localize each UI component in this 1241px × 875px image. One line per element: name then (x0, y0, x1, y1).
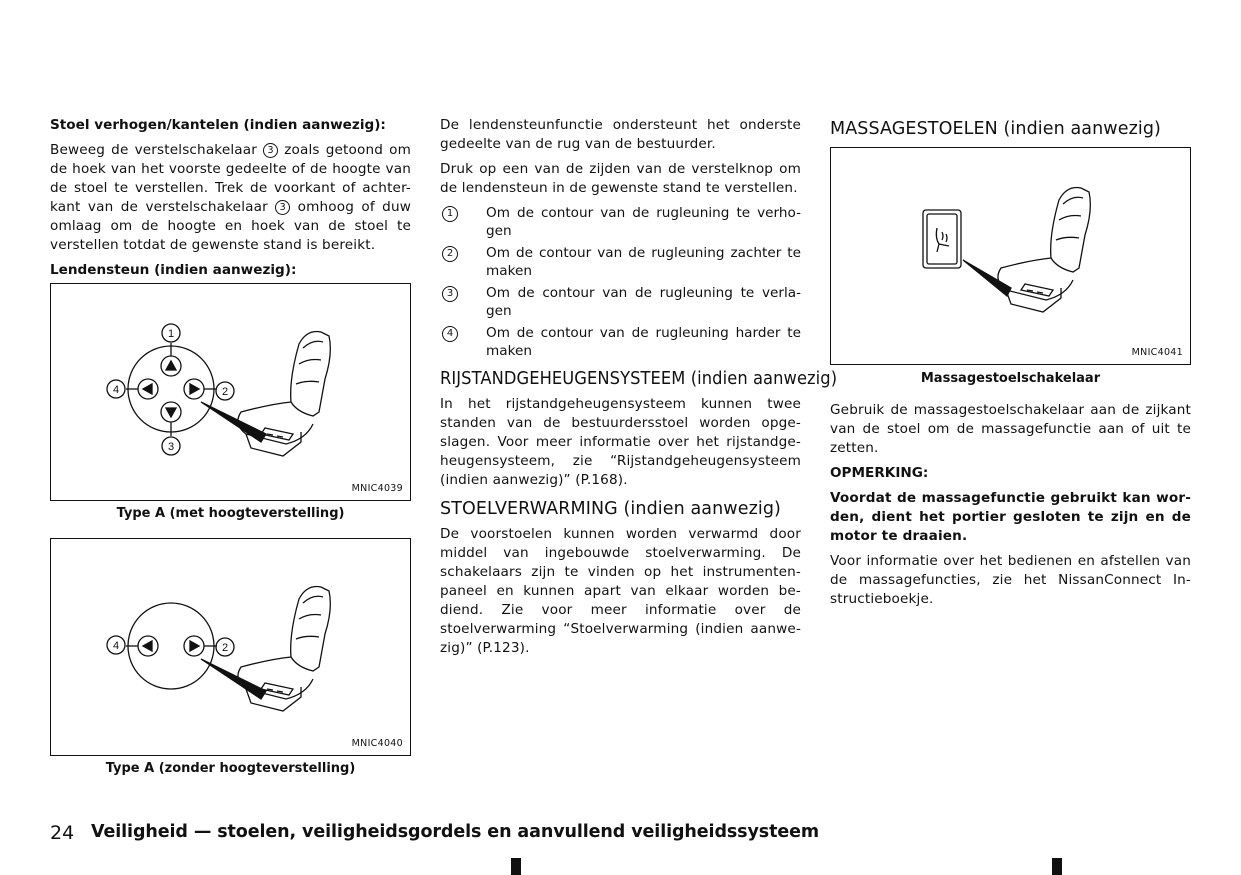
circle-number-3: 3 (263, 143, 278, 158)
label-3: 3 (167, 441, 175, 453)
massage-switch-illustration (831, 148, 1190, 364)
figure-code: MNIC4039 (351, 483, 403, 494)
paragraph-seat-height (50, 141, 411, 255)
text-part: Beweeg de verstelschakelaar (50, 142, 264, 158)
list-item (440, 284, 801, 320)
label-2: 2 (221, 642, 229, 654)
list-item-text: Om de contour van de rugleuning harder te maken (486, 325, 801, 359)
section-title-massage: MASSAGESTOELEN (indien aanwezig) (830, 119, 1161, 139)
crop-mark (511, 858, 521, 875)
list-item-text: Om de contour van de rugleuning te verho-gen (486, 205, 801, 239)
footer-title: Veiligheid — stoelen, veiligheidsgordels en aanvullend veiligheidssysteem (91, 822, 820, 842)
list-item (440, 244, 801, 280)
circle-number: 3 (442, 286, 458, 302)
paragraph-lumbar-function: De lendensteunfunctie ondersteunt het onderste gedeelte van de rug van de bestuurder. (440, 117, 801, 152)
column-right (830, 116, 1191, 145)
lumbar-switch-illustration (51, 284, 410, 500)
page-number: 24 (50, 822, 75, 844)
list-item-text: Om de contour van de rugleuning zachter te maken (486, 245, 801, 279)
lumbar-switch-illustration (51, 539, 410, 755)
figure-lumbar-type-a-height (50, 283, 411, 501)
crop-mark (1052, 858, 1062, 875)
heading-seat-height-tilt: Stoel verhogen/kantelen (indien aanwezig): (50, 117, 386, 133)
circle-number-3: 3 (275, 200, 290, 215)
figure-lumbar-type-a-no-height (50, 538, 411, 756)
text-part: omhoog of duw omlaag om de hoogte en hoek van de stoel te verstellen totdat de gewenste stand is bereikt. (50, 199, 411, 253)
circle-number: 4 (442, 326, 458, 342)
figure-caption-3: Massagestoelschakelaar (920, 371, 1101, 386)
note-label: OPMERKING: (830, 465, 929, 481)
label-4: 4 (112, 640, 120, 652)
list-item-text: Om de contour van de rugleuning te verla-gen (486, 285, 801, 319)
section-title-seat-heating: STOELVERWARMING (indien aanwezig) (440, 499, 781, 519)
circle-number: 2 (442, 246, 458, 262)
label-4: 4 (112, 384, 120, 396)
column-right-text (830, 401, 1191, 615)
list-item (440, 204, 801, 240)
note-text: Voordat de massagefunctie gebruikt kan wor-den, dient het portier gesloten te zijn en de motor te draaien. (830, 490, 1191, 544)
paragraph-memory: In het rijstandgeheugensysteem kunnen twee standen van de bestuurdersstoel worden opge-slagen. Voor meer informatie over het rijstandge-heugensysteem, zie “Rijstandgeheugensysteem (indien aanwezig)” (P.168). (440, 396, 801, 488)
figure-caption-2: Type A (zonder hoogteverstelling) (105, 761, 356, 776)
text-part: zoals getoond om de hoek van het voorste gedeelte of de hoogte van de stoel te verstellen. Trek de voorkant of achter-kant van de verstelschakelaar (50, 142, 411, 215)
figure-massage-switch (830, 147, 1191, 365)
paragraph-seat-heating: De voorstoelen kunnen worden verwarmd door middel van ingebouwde stoelverwarming. De schakelaars zijn te vinden op het instrumenten-paneel en kunnen apart van elkaar worden be-diend. Zie voor meer informatie over de stoelverwarming “Stoelverwarming (indien aanwe-zig)” (P.123). (440, 526, 801, 656)
section-title-memory: RIJSTANDGEHEUGENSYSTEEM (indien aanwezig) (440, 369, 838, 389)
circle-number: 1 (442, 206, 458, 222)
column-middle (440, 116, 838, 664)
heading-lumbar-support: Lendensteun (indien aanwezig): (50, 262, 297, 278)
figure-code: MNIC4040 (351, 738, 403, 749)
column-left (50, 116, 411, 286)
figure-caption-1: Type A (met hoogteverstelling) (116, 506, 345, 521)
paragraph-massage-info: Voor informatie over het bedienen en afstellen van de massagefuncties, zie het NissanConnect In-structieboekje. (830, 553, 1191, 607)
lumbar-list (440, 204, 801, 360)
list-item (440, 324, 801, 360)
label-1: 1 (167, 328, 175, 340)
label-2: 2 (221, 386, 229, 398)
paragraph-lumbar-adjust: Druk op een van de zijden van de verstelknop om de lendensteun in de gewenste stand te verstellen. (440, 161, 801, 196)
figure-code: MNIC4041 (1131, 347, 1183, 358)
paragraph-massage-use: Gebruik de massagestoelschakelaar aan de zijkant van de stoel om de massagefunctie aan of uit te zetten. (830, 402, 1191, 456)
